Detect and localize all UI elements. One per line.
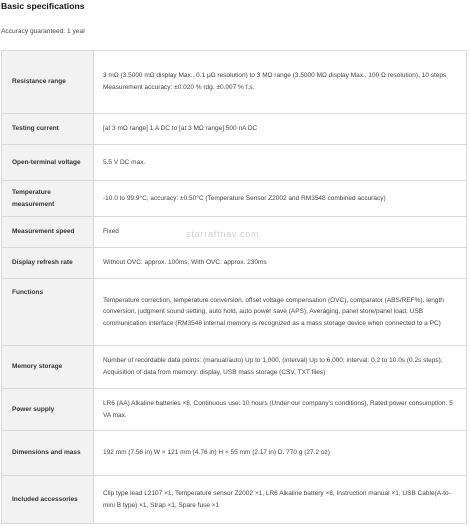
spec-row bbox=[2, 389, 467, 431]
spec-label: Measurement speed bbox=[2, 217, 94, 248]
spec-label: Memory storage bbox=[2, 346, 94, 389]
spec-label: Dimensions and mass bbox=[2, 431, 94, 476]
spec-label: Temperature measurement bbox=[2, 181, 94, 217]
spec-label: Display refresh rate bbox=[2, 248, 94, 279]
spec-value: Fixed bbox=[94, 217, 467, 248]
spec-row bbox=[2, 279, 467, 346]
spec-value-line: 3 mΩ (3.5000 mΩ display Max., 0.1 μΩ resolution) to 3 MΩ range (3.5000 MΩ display Max., 100 Ω resolution), 10 steps Measurement accuracy: ±0.020 % rdg. ±0.007 % f.s. bbox=[103, 72, 447, 91]
spec-value: Without OVC: approx. 100ms, With OVC: approx. 230ms bbox=[94, 248, 467, 279]
spec-row bbox=[2, 181, 467, 217]
spec-label: Testing current bbox=[2, 114, 94, 145]
spec-value: Number of recordable data points: (manual/auto) Up to 1,000, (interval) Up to 6,000; interval: 0.2 to 10.0s (0.2s steps); Acquisition of data from memory: display, USB mass storage (CSV, TXT files) bbox=[94, 346, 467, 389]
spec-label: Open-terminal voltage bbox=[2, 145, 94, 181]
spec-value: 192 mm (7.56 in) W × 121 mm (4.76 in) H × 55 mm (2.17 in) D, 770 g (27.2 oz) bbox=[94, 431, 467, 476]
watermark: starraftnav.com bbox=[186, 229, 260, 239]
spec-row bbox=[2, 431, 467, 476]
spec-row bbox=[2, 114, 467, 145]
spec-value: [at 3 mΩ range] 1 A DC to [at 3 MΩ range] 500 nA DC bbox=[94, 114, 467, 145]
spec-row bbox=[2, 346, 467, 389]
spec-value: 5.5 V DC max. bbox=[94, 145, 467, 181]
spec-row bbox=[2, 51, 467, 114]
spec-value: Clip type lead L2107 ×1, Temperature sensor Z2002 ×1, LR6 Alkaline battery ×8, Instruction manual ×1, USB Cable(A-to-mini B type) ×1, Strap ×1, Spare fuse ×1 bbox=[94, 476, 467, 524]
spec-value: LR6 (AA) Alkaline batteries ×8, Continuous use: 10 hours (Under our company's conditions), Rated power consumption: 5 VA max. bbox=[94, 389, 467, 431]
accuracy-note: Accuracy guaranteed: 1 year bbox=[1, 28, 86, 35]
spec-row bbox=[2, 476, 467, 524]
spec-value: -10.0 to 99.9°C, accuracy: ±0.50°C (Temperature Sensor Z2002 and RM3548 combined accuracy) bbox=[94, 181, 467, 217]
spec-row bbox=[2, 248, 467, 279]
spec-value bbox=[94, 51, 467, 114]
spec-value: Temperature correction, temperature conversion, offset voltage compensation (OVC), comparator (ABS/REF%), length conversion, judgment sound setting, auto hold, auto power save (APS), Averaging, panel store/panel load, USB communication interface (RM3548 internal memory is recognized as a mass storage device when connected to a PC) bbox=[94, 279, 467, 346]
page-title: Basic specifications bbox=[1, 1, 85, 11]
spec-label: Functions bbox=[2, 279, 94, 346]
spec-label: Resistance range bbox=[2, 51, 94, 114]
spec-label: Included accessories bbox=[2, 476, 94, 524]
spec-row bbox=[2, 145, 467, 181]
spec-label: Power supply bbox=[2, 389, 94, 431]
spec-table bbox=[1, 50, 467, 524]
